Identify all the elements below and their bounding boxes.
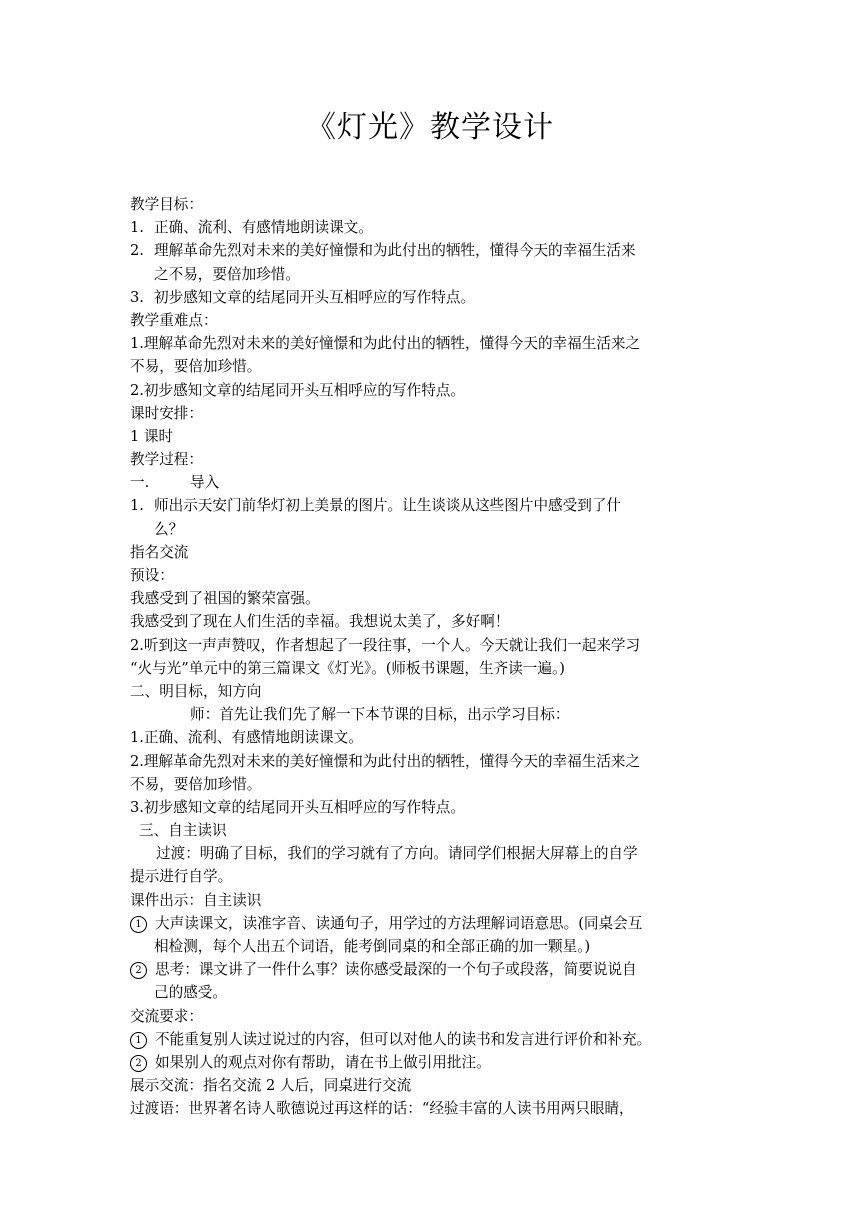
circled-number: 1 (130, 1032, 147, 1049)
goal-text: 初步感知文章的结尾同开头互相呼应的写作特点。 (154, 288, 476, 306)
section-2-heading: 二、明目标，知方向 (130, 682, 262, 700)
process-item-2-continued: “火与光”单元中的第三篇课文《灯光》。(师板书课题，生齐读一遍。) (130, 659, 565, 677)
goal-text: 理解革命先烈对未来的美好憧憬和为此付出的牺牲，懂得今天的幸福生活来 (154, 242, 636, 260)
document-body (130, 193, 740, 1121)
preset-label: 预设： (130, 567, 174, 584)
teacher-intro: 师：首先让我们先了解一下本节课的目标，出示学习目标： (190, 706, 570, 724)
key-point-1: 1.理解革命先烈对未来的美好憧憬和为此付出的牺牲，懂得今天的幸福生活来之 (130, 335, 641, 353)
section-3-heading: 三、自主读识 (139, 822, 227, 840)
process-item-2: 2.听到这一声声赞叹，作者想起了一段往事，一个人。今天就让我们一起来学习 (130, 636, 641, 654)
section-1-heading (130, 471, 740, 494)
goal-number: 3. (130, 288, 144, 306)
goal-item-3 (130, 286, 740, 309)
name-exchange: 指名交流 (130, 543, 189, 561)
item-text: 大声读课文，读准字音、读通句子，用学过的方法理解词语意思。(同桌会互 (155, 914, 643, 932)
transition-text: 过渡：明确了目标，我们的学习就有了方向。请同学们根据大屏幕上的自学 (156, 845, 638, 863)
preset-answer-2: 我感受到了现在人们生活的幸福。我想说太美了，多好啊！ (130, 613, 510, 631)
key-point-1-continued: 不易，要倍加珍惜。 (130, 358, 262, 376)
goal-text: 正确、流利、有感情地朗读课文。 (154, 219, 373, 237)
item-text: 如果别人的观点对你有帮助，请在书上做引用批注。 (155, 1053, 491, 1071)
circled-number: 2 (130, 962, 147, 979)
item-text: 不能重复别人读过说过的内容，但可以对他人的读书和发言进行评价和补充。 (155, 1030, 652, 1048)
item-number: 1. (130, 497, 144, 515)
courseware-item-2-continued: 己的感受。 (154, 984, 227, 1002)
goal-item-2-continued: 之不易，要倍加珍惜。 (154, 265, 300, 283)
courseware-item-1-continued: 相检测，每个人出五个词语，能考倒同桌的和全部正确的加一颗星。) (154, 938, 591, 955)
target-goal-2: 2.理解革命先烈对未来的美好憧憬和为此付出的牺牲，懂得今天的幸福生活来之 (130, 752, 641, 770)
goal-number: 2. (130, 242, 144, 260)
courseware-item-2 (130, 958, 740, 981)
transition-text-continued: 提示进行自学。 (130, 868, 233, 886)
process-item-1-continued: 么？ (154, 520, 184, 538)
requirements-heading: 交流要求： (130, 1007, 203, 1025)
item-text: 思考：课文讲了一件什么事？读你感受最深的一个句子或段落，简要说说自 (155, 961, 637, 979)
hours-heading: 课时安排： (130, 404, 203, 422)
item-text: 师出示天安门前华灯初上美景的图片。让生谈谈从这些图片中感受到了什 (154, 497, 622, 515)
hours-value: 1 课时 (130, 427, 174, 445)
process-item-1 (130, 494, 740, 517)
circled-number: 1 (130, 916, 147, 933)
section-number: 一. (130, 474, 150, 492)
transition-quote: 过渡语：世界著名诗人歌德说过再这样的话：“经验丰富的人读书用两只眼睛， (130, 1100, 634, 1118)
goal-number: 1. (130, 219, 144, 237)
courseware-item-1 (130, 912, 740, 935)
document-title: 《灯光》教学设计 (306, 110, 554, 145)
target-goal-2-continued: 不易，要倍加珍惜。 (130, 775, 262, 793)
target-goal-1: 1.正确、流利、有感情地朗读课文。 (130, 729, 363, 747)
show-exchange: 展示交流：指名交流 2 人后，同桌进行交流 (130, 1077, 412, 1095)
target-goal-3: 3.初步感知文章的结尾同开头互相呼应的写作特点。 (130, 798, 465, 816)
requirement-2 (130, 1051, 740, 1074)
circled-number: 2 (130, 1055, 147, 1072)
courseware-label: 课件出示：自主读识 (130, 891, 262, 909)
key-point-2: 2.初步感知文章的结尾同开头互相呼应的写作特点。 (130, 381, 465, 399)
goals-heading: 教学目标： (130, 196, 203, 213)
section-title: 导入 (190, 474, 220, 492)
requirement-1 (130, 1028, 740, 1051)
preset-answer-1: 我感受到了祖国的繁荣富强。 (130, 590, 320, 608)
goal-item-2 (130, 239, 740, 262)
goal-item-1 (130, 216, 740, 239)
key-points-heading: 教学重难点： (130, 311, 218, 329)
process-heading: 教学过程： (130, 451, 203, 469)
